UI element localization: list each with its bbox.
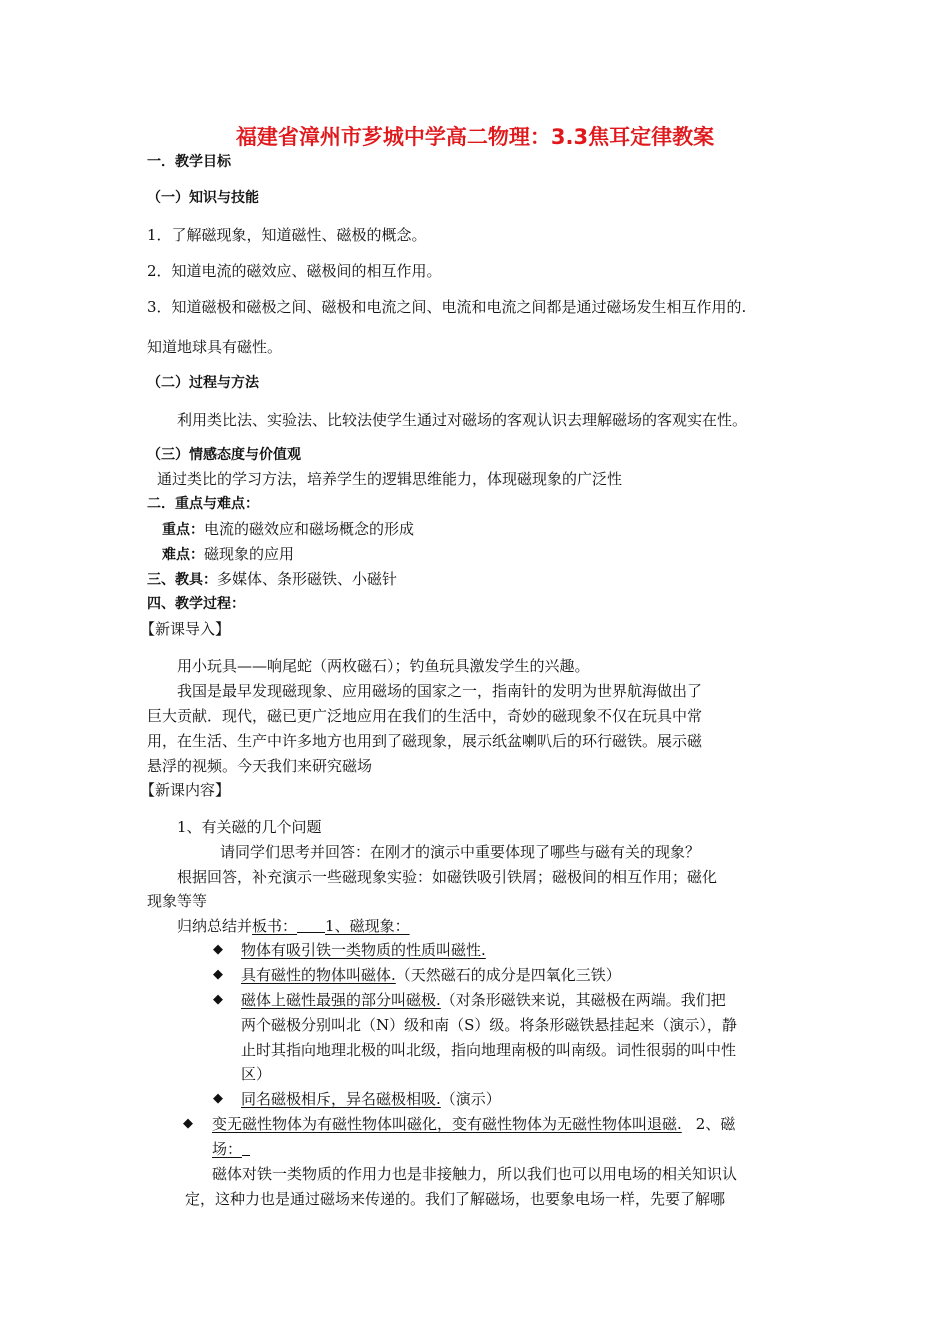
objective-2: 2．知道电流的磁效应、磁极间的相互作用。 [147,262,442,280]
bullet-magnetic-pole [241,990,726,1010]
attitude-text: 通过类比的学习方法，培养学生的逻辑思维能力，体现磁现象的广泛性 [157,470,623,488]
tools-label: 三、教具： [147,572,217,588]
bullet-magnetism: 物体有吸引铁一类物质的性质叫磁性. [241,941,486,959]
objective-3: 3．知道磁极和磁极之间、磁极和电流之间、电流和电流之间都是通过磁场发生相互作用的. [147,298,747,316]
pole-note-line-4: 区） [241,1065,272,1083]
pole-note: （对条形磁铁来说，其磁极在两端。我们把 [440,991,726,1009]
tools-text: 多媒体、条形磁铁、小磁针 [217,570,398,588]
summary-text: 归纳总结并 [177,917,253,935]
magnetic-field-heading-part1: 2、磁 [695,1115,736,1133]
section-heading-process: 四、教学过程： [147,596,245,612]
diamond-bullet-icon: ◆ [183,1116,193,1131]
bullet-pole-interaction [241,1089,501,1109]
diamond-bullet-icon: ◆ [213,967,223,982]
subheading-attitude-values: （三）情感态度与价值观 [147,447,301,463]
new-lesson-intro-heading: 【新课导入】 [140,620,231,638]
magnetization-definition: 变无磁性物体为有磁性物体叫磁化，变有磁性物体为无磁性物体叫退磁. [212,1115,682,1133]
intro-para-2-line-3: 用，在生活、生产中许多地方也用到了磁现象，展示纸盆喇叭后的环行磁铁。展示磁 [147,732,703,750]
summary-line [177,916,410,936]
demo-line-1: 根据回答，补充演示一些磁现象实验：如磁铁吸引铁屑；磁极间的相互作用；磁化 [177,868,718,886]
magnetic-phenomena-heading: 1、磁现象： [325,917,410,935]
key-point-label: 重点： [162,522,204,538]
bullet-magnetization [212,1114,735,1134]
field-para-line-1: 磁体对铁一类物质的作用力也是非接触力，所以我们也可以用电场的相关知识认 [212,1165,738,1183]
magnet-definition: 具有磁性的物体叫磁体. [241,966,396,984]
magnetic-field-heading-part2-line [212,1139,250,1159]
question-prompt: 请同学们思考并回答：在刚才的演示中重要体现了哪些与磁有关的现象？ [220,843,701,861]
diamond-bullet-icon: ◆ [213,1091,223,1106]
pole-note-line-3: 止时其指向地理北极的叫北级，指向地理南极的叫南级。词性很弱的叫中性 [241,1041,737,1059]
key-point-line [162,519,414,540]
magnetic-field-heading-part2: 场： [212,1140,243,1158]
demo-line-2: 现象等等 [147,892,208,910]
new-lesson-content-heading: 【新课内容】 [140,781,231,799]
subheading-process-method: （二）过程与方法 [147,375,259,391]
magnet-note: （天然磁石的成分是四氧化三铁） [395,966,621,984]
intro-para-2-line-1: 我国是最早发现磁现象、应用磁场的国家之一，指南针的发明为世界航海做出了 [177,682,703,700]
section-heading-objectives: 一．教学目标 [147,154,231,170]
section-heading-key-points: 二．重点与难点： [147,496,259,512]
difficulty-text: 磁现象的应用 [204,545,295,563]
objective-3-cont: 知道地球具有磁性。 [147,338,283,356]
pole-definition: 磁体上磁性最强的部分叫磁极. [241,991,441,1009]
subheading-knowledge-skills: （一）知识与技能 [147,190,259,206]
tools-line [147,569,397,590]
key-point-text: 电流的磁效应和磁场概念的形成 [204,520,415,538]
bullet-magnet [241,965,621,985]
content-item-1: 1、有关磁的几个问题 [177,818,322,836]
diamond-bullet-icon: ◆ [213,942,223,957]
pole-interaction-note: （演示） [440,1090,501,1108]
underline-gap [297,916,325,933]
pole-note-line-2: 两个磁极分别叫北（N）级和南（S）级。将条形磁铁悬挂起来（演示），静 [241,1016,737,1034]
intro-para-1: 用小玩具——响尾蛇（两枚磁石）；钓鱼玩具激发学生的兴趣。 [177,657,590,675]
difficulty-line [162,544,294,565]
diamond-bullet-icon: ◆ [213,992,223,1007]
difficulty-label: 难点： [162,547,204,563]
intro-para-2-line-4: 悬浮的视频。今天我们来研究磁场 [147,757,373,775]
document-title: 福建省漳州市芗城中学高二物理：3.3焦耳定律教案 [235,125,715,149]
field-para-line-2: 定，这种力也是通过磁场来传递的。我们了解磁场，也要象电场一样，先要了解哪 [185,1190,726,1208]
process-text: 利用类比法、实验法、比较法使学生通过对磁场的客观认识去理解磁场的客观实在性。 [177,411,748,429]
board-label: 板书： [252,917,298,935]
intro-para-2-line-2: 巨大贡献．现代，磁已更广泛地应用在我们的生活中，奇妙的磁现象不仅在玩具中常 [147,707,703,725]
objective-1: 1．了解磁现象，知道磁性、磁极的概念。 [147,226,427,244]
pole-interaction-rule: 同名磁极相斥，异名磁极相吸. [241,1090,441,1108]
